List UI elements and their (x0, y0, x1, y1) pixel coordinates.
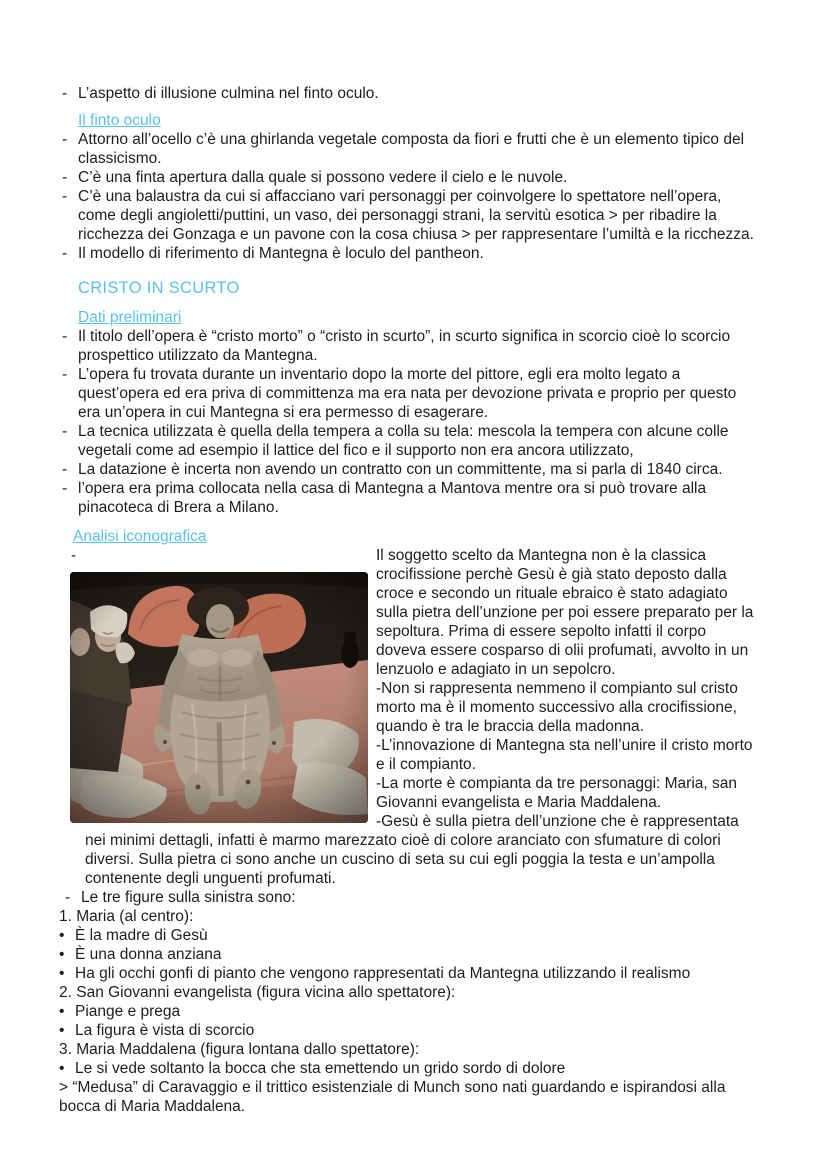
bullet-datazione (62, 460, 755, 479)
dash-marker: - (65, 889, 71, 906)
analisi-subparagraph: -L’innovazione di Mantegna sta nell’unire il cristo morto e il compianto. (376, 737, 753, 773)
dot-marker: • (59, 1060, 65, 1077)
dot-marker: • (59, 965, 65, 982)
dash-marker: - (71, 547, 77, 564)
bullet-text: L’opera fu trovata durante un inventario dopo la morte del pittore, egli era molto legato a quest’opera ed era priva di committenza ma era nata per devozione privata e proprio per questo era un’opera in cui Mantegna si era permesso di esagerare. (78, 366, 737, 421)
bullet-opera-trovata (62, 365, 755, 422)
figure-point (59, 964, 755, 983)
heading-analisi-iconografica: Analisi iconografica (73, 528, 207, 545)
dash-marker: - (62, 131, 68, 148)
point-text: È una donna anziana (75, 946, 222, 963)
bullet-text: C’è una finta apertura dalla quale si possono vedere il cielo e le nuvole. (78, 169, 568, 186)
figure-point (59, 1002, 755, 1021)
point-text: La figura è vista di scorcio (75, 1022, 255, 1039)
bullet-text: l’opera era prima collocata nella casa di Mantegna a Mantova mentre ora si può trovare alla pinacoteca di Brera a Milano. (78, 480, 707, 516)
figure-point (59, 926, 755, 945)
dash-marker: - (62, 245, 68, 262)
figure-heading-maria: 1. Maria (al centro): (59, 908, 194, 925)
point-text: È la madre di Gesù (75, 927, 208, 944)
figures-section (59, 888, 755, 1116)
dot-marker: • (59, 946, 65, 963)
dash-marker: - (62, 461, 68, 478)
heading-dati-preliminari: Dati preliminari (78, 309, 182, 326)
dash-marker: - (62, 328, 68, 345)
point-text: Ha gli occhi gonfi di pianto che vengono rappresentati da Mantegna utilizzando il realismo (75, 965, 691, 982)
analisi-paragraph: Il soggetto scelto da Mantegna non è la classica crocifissione perchè Gesù è già stato deposto dalla croce e secondo un rituale ebraico è stato adagiato sulla pietra dell’unzione per poi essere preparato per la sepoltura. Prima di essere sepolto infatti il corpo doveva essere cosparso di olii profumati, avvolto in un lenzuolo e adagiato in un sepolcro. (376, 547, 754, 678)
analisi-subparagraph: -Non si rappresenta nemmeno il compianto sul cristo morto ma è il momento successivo alla crocifissione, quando è tra le braccia della madonna. (376, 680, 738, 735)
figure-heading-san-giovanni: 2. San Giovanni evangelista (figura vicina allo spettatore): (59, 984, 456, 1001)
bullet-soggetto-analisi (62, 546, 755, 888)
point-text: Piange e prega (75, 1003, 181, 1020)
bullet-balaustra (62, 187, 755, 244)
analisi-text-block (85, 546, 755, 888)
bullet-tre-figure (65, 888, 755, 907)
bullet-modello-pantheon (62, 244, 755, 263)
bullet-collocazione (62, 479, 755, 517)
dot-marker: • (59, 1022, 65, 1039)
figure-point (59, 945, 755, 964)
bullet-text: Le tre figure sulla sinistra sono: (81, 889, 296, 906)
bullet-text: C’è una balaustra da cui si affacciano vari personaggi per coinvolgere lo spettatore nell’opera, come degli angioletti/puttini, un vaso, dei personaggi strani, la servitù esotica > per ribadire la ricchezza dei Gonzaga e un pavone con la cosa chiusa > per rappresentare l’umiltà e la ricchezza. (78, 188, 754, 243)
figure-point (59, 1021, 755, 1040)
figure-heading-maddalena: 3. Maria Maddalena (figura lontana dallo spettatore): (59, 1041, 420, 1058)
analisi-subparagraph: -La morte è compianta da tre personaggi: Maria, san Giovanni evangelista e Maria Maddalena. (376, 775, 737, 811)
dot-marker: • (59, 927, 65, 944)
bullet-finta-apertura (62, 168, 755, 187)
dash-marker: - (62, 169, 68, 186)
note-medusa-munch: > “Medusa” di Caravaggio e il trittico esistenziale di Munch sono nati guardando e ispirandosi alla bocca di Maria Maddalena. (59, 1079, 726, 1115)
point-text: Le si vede soltanto la bocca che sta emettendo un grido sordo di dolore (75, 1060, 566, 1077)
dash-marker: - (62, 423, 68, 440)
bullet-illusione-oculo (62, 84, 755, 103)
analisi-subparagraph: -Gesù è sulla pietra dell’unzione che è rappresentata nei minimi dettagli, infatti è marmo marezzato cioè di colore aranciato con sfumature di colori diversi. Sulla pietra ci sono anche un cuscino di seta su cui egli poggia la testa e un’ampolla contenente degli unguenti profumati. (85, 813, 739, 887)
heading-il-finto-oculo: Il finto oculo (78, 112, 161, 129)
bullet-ghirlanda (62, 130, 755, 168)
bullet-tecnica (62, 422, 755, 460)
cristo-morto-painting-image (70, 572, 368, 823)
figure-point (59, 1059, 755, 1078)
bullet-text: Attorno all’ocello c’è una ghirlanda vegetale composta da fiori e frutti che è un elemento tipico del classicismo. (78, 131, 745, 167)
painting-svg (70, 572, 368, 823)
bullet-text: L’aspetto di illusione culmina nel finto oculo. (78, 85, 379, 102)
bullet-text: La tecnica utilizzata è quella della tempera a colla su tela: mescola la tempera con alcune colle vegetali come ad esempio il lattice del fico e il supporto non era ancora utilizzato, (78, 423, 729, 459)
dash-marker: - (62, 188, 68, 205)
bullet-titolo-opera (62, 327, 755, 365)
bullet-text: Il modello di riferimento di Mantegna è loculo del pantheon. (78, 245, 484, 262)
dash-marker: - (62, 85, 68, 102)
bullet-text: La datazione è incerta non avendo un contratto con un committente, ma si parla di 1840 circa. (78, 461, 723, 478)
bullet-text: Il titolo dell’opera è “cristo morto” o “cristo in scurto”, in scurto significa in scorcio cioè lo scorcio prospettico utilizzato da Mantegna. (78, 328, 731, 364)
dash-marker: - (62, 366, 68, 383)
heading-cristo-in-scurto: CRISTO IN SCURTO (78, 279, 240, 297)
dot-marker: • (59, 1003, 65, 1020)
dash-marker: - (62, 480, 68, 497)
